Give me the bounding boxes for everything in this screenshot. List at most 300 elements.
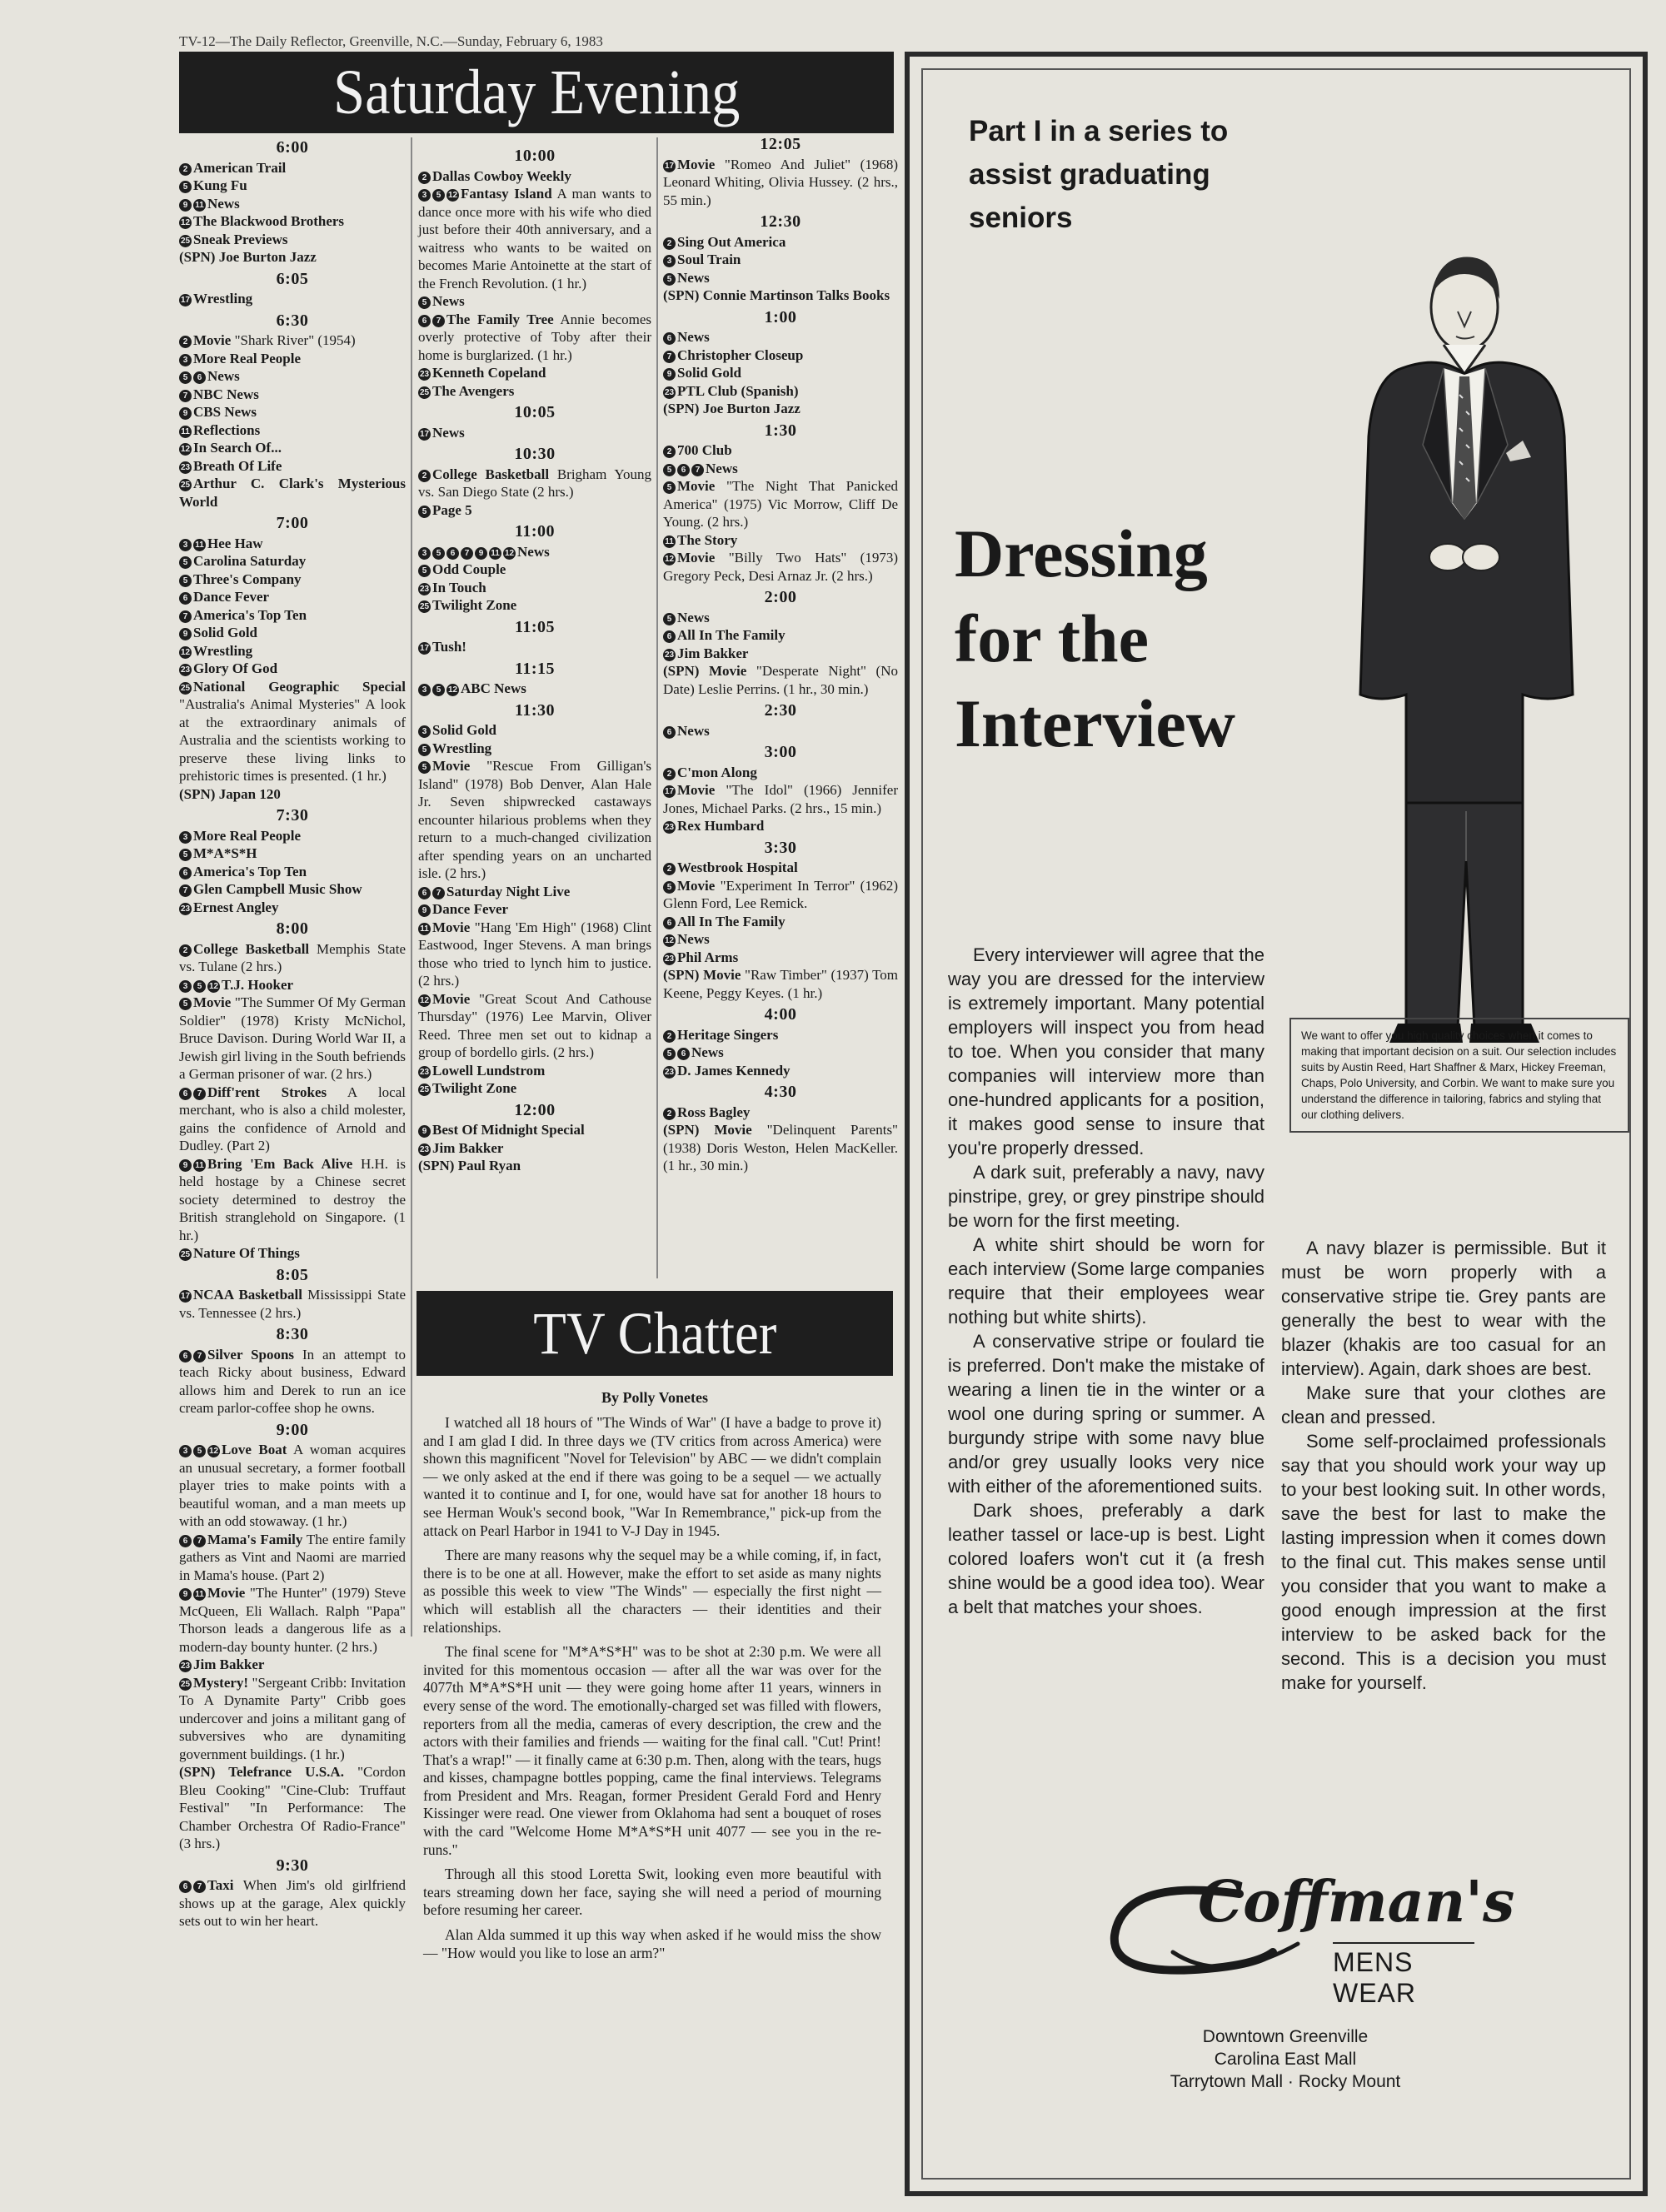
- channel-badge: 7: [432, 315, 445, 327]
- show-title: Glen Campbell Music Show: [193, 881, 362, 897]
- channel-badge: 9: [418, 1125, 431, 1138]
- show-title: Hee Haw: [207, 535, 263, 551]
- channel-badge: 7: [691, 464, 704, 476]
- ad-headline: Dressing for the Interview: [955, 516, 1236, 761]
- channel-badge: 12: [504, 548, 515, 558]
- listing-item: [418, 596, 651, 615]
- show-title: College Basketball: [193, 940, 310, 957]
- show-title: News: [432, 424, 465, 441]
- show-title: News: [517, 543, 550, 560]
- listing-item: [663, 1026, 898, 1044]
- show-title: Rex Humbard: [677, 818, 765, 834]
- show-title: Heritage Singers: [677, 1026, 779, 1043]
- channel-badge: 17: [419, 429, 430, 439]
- listing-item: [418, 185, 651, 292]
- channel-badge: 9: [179, 1588, 192, 1601]
- listing-item: [663, 913, 898, 931]
- show-title: Phil Arms: [677, 949, 739, 965]
- show-title: Ross Bagley: [677, 1104, 751, 1120]
- show-description: Memphis State vs. Tulane (2 hrs.): [179, 940, 406, 974]
- show-title: Wrestling: [193, 642, 253, 659]
- channel-badge: 23: [664, 823, 675, 832]
- show-description: "Shark River" (1954): [234, 332, 356, 348]
- tv-chatter-banner: TV Chatter: [416, 1291, 893, 1376]
- show-description: The entire family gathers as Vint and Naomi are married in Mama's house. (Part 2): [179, 1531, 406, 1583]
- channel-badge: 5: [418, 744, 431, 756]
- channel-badge: 3: [418, 547, 431, 560]
- listing-item: [179, 624, 406, 642]
- listing-item: [663, 662, 898, 698]
- channel-badge: 6: [446, 547, 459, 560]
- ad-paragraph: Every interviewer will agree that the way you are dressed for the interview is extremely important. Many potential employers will inspect you from head to toe. When you consider that many companies will interview more than one-hundred applicants for a position, it makes good sense to insure that you're properly dressed.: [948, 944, 1264, 1158]
- listings-column-2: [418, 143, 651, 1175]
- show-title: Kenneth Copeland: [432, 365, 546, 381]
- channel-badge: 2: [663, 1030, 676, 1043]
- listing-item: [418, 680, 651, 698]
- channel-badge: 5: [179, 556, 192, 569]
- listing-item: [663, 1104, 898, 1122]
- listing-item: [663, 1121, 898, 1175]
- show-title: Reflections: [193, 421, 261, 438]
- time-slot: 9:00: [276, 1420, 309, 1439]
- show-description: "The Night That Panicked America" (1975) Vic Morrow, Cliff De Young. (2 hrs.): [663, 478, 898, 530]
- listing-item: [179, 570, 406, 589]
- channel-badge: 5: [432, 547, 445, 560]
- show-description: "Romeo And Juliet" (1968) Leonard Whiting, Olivia Hussey. (2 hrs., 55 min.): [663, 156, 898, 208]
- show-description: A man wants to dance once more with his wife who died just before their 40th anniversary, and a waitress who wants to be waited on becomes Marie Antoinette at the start of the French Revolution. (1 hr.): [418, 186, 652, 291]
- listing-item: [179, 212, 406, 231]
- show-description: A local merchant, who is also a child molester, gains the confidence of Arnold and Dudley. (Part 2): [179, 1084, 406, 1153]
- ad-paragraph: A dark suit, preferably a navy, navy pinstripe, grey, or grey pinstripe should be worn for the first meeting.: [948, 1162, 1264, 1231]
- listing-item: [663, 626, 898, 645]
- article-paragraph: Through all this stood Loretta Swit, looking even more beautiful with tears streaming down her face, saying she will need a period of mourning before resuming her career.: [423, 1866, 881, 1919]
- show-title: (SPN) Movie: [663, 967, 741, 983]
- time-slot: 4:30: [764, 1083, 797, 1101]
- show-title: News: [207, 195, 240, 212]
- show-title: Dallas Cowboy Weekly: [432, 167, 571, 184]
- show-title: 700 Club: [677, 442, 732, 458]
- listing-item: [179, 606, 406, 625]
- listing-item: [179, 844, 406, 863]
- listing-item: [418, 364, 651, 382]
- channel-badge: 25: [180, 1250, 191, 1259]
- ad-paragraph: A white shirt should be worn for each interview (Some large companies require that their employees wear nothing but white shirts).: [948, 1234, 1264, 1328]
- channel-badge: 25: [180, 683, 191, 693]
- listing-item: [663, 531, 898, 550]
- channel-badge: 11: [193, 539, 206, 551]
- time-slot: 11:05: [514, 617, 556, 636]
- show-title: News: [691, 1044, 724, 1060]
- channel-badge: 9: [179, 628, 192, 640]
- channel-badge: 23: [664, 650, 675, 660]
- listing-item: [663, 722, 898, 740]
- channel-badge: 3: [179, 831, 192, 844]
- show-title: (SPN) Connie Martinson Talks Books: [663, 287, 890, 303]
- time-slot: 6:30: [276, 311, 309, 330]
- channel-badge: 9: [179, 1159, 192, 1172]
- listing-item: [179, 231, 406, 249]
- show-title: (SPN) Movie: [663, 663, 747, 679]
- listing-item: [179, 976, 406, 994]
- listing-item: [663, 877, 898, 913]
- ad-body-left: [948, 943, 1264, 1619]
- channel-badge: 9: [418, 904, 431, 917]
- listing-item: [663, 286, 898, 305]
- channel-badge: 2: [663, 237, 676, 250]
- channel-badge: 5: [432, 189, 445, 202]
- listing-item: [179, 367, 406, 386]
- channel-badge: 11: [193, 199, 206, 212]
- channel-badge: 2: [663, 863, 676, 875]
- listing-item: [418, 1062, 651, 1080]
- channel-badge: 25: [180, 481, 191, 490]
- channel-badge: 5: [663, 613, 676, 625]
- listing-item: [663, 156, 898, 210]
- show-description: When Jim's old girlfriend shows up at the garage, Alex quickly sets out to win her heart.: [179, 1877, 406, 1929]
- channel-badge: 6: [179, 1881, 192, 1893]
- show-title: Odd Couple: [432, 561, 506, 577]
- show-title: Movie: [677, 877, 716, 894]
- suited-man-illustration: [1273, 228, 1623, 1061]
- channel-badge: 3: [179, 980, 192, 993]
- time-slot: 2:30: [764, 701, 797, 720]
- listing-item: [418, 466, 651, 501]
- show-description: A woman acquires an unusual secretary, a former football player tries to make points with a beautiful woman, and a man meets up with an odd stowaway. (1 hr.): [179, 1442, 406, 1529]
- channel-badge: 25: [419, 1085, 430, 1094]
- channel-badge: 2: [179, 944, 192, 957]
- show-description: Mississippi State vs. Tennessee (2 hrs.): [179, 1287, 406, 1321]
- channel-badge: 6: [193, 371, 206, 384]
- listing-item: [179, 457, 406, 476]
- time-slot: 3:00: [764, 743, 797, 761]
- time-slot: 8:00: [276, 919, 309, 938]
- channel-badge: 6: [663, 726, 676, 739]
- channel-badge: 5: [663, 464, 676, 476]
- listing-item: [418, 1079, 651, 1098]
- show-description: "Experiment In Terror" (1962) Glenn Ford, Lee Remick.: [663, 877, 899, 911]
- channel-badge: 9: [179, 199, 192, 212]
- show-title: Nature Of Things: [193, 1245, 300, 1261]
- channel-badge: 23: [180, 904, 191, 914]
- show-description: "Hang 'Em High" (1968) Clint Eastwood, Inger Stevens. A man brings those who tried to lynch him to justice. (2 hrs.): [418, 919, 652, 989]
- show-title: Sneak Previews: [193, 231, 288, 247]
- listing-item: [663, 859, 898, 877]
- listing-item: [663, 346, 898, 365]
- column-rule: [411, 137, 412, 1637]
- channel-badge: 5: [193, 1445, 206, 1457]
- listing-item: [663, 477, 898, 531]
- channel-badge: 6: [663, 332, 676, 345]
- channel-badge: 25: [180, 1679, 191, 1689]
- show-title: Tush!: [432, 639, 466, 655]
- channel-badge: 23: [419, 584, 430, 594]
- channel-badge: 6: [418, 887, 431, 899]
- show-title: C'mon Along: [677, 764, 757, 780]
- show-title: Arthur C. Clark's Mysterious World: [179, 476, 406, 510]
- ad-caption-box: We want to offer you high quality choices when it comes to making that important decision on a suit. Our selection includes suits by Austin Reed, Hart Shaffner & Marx, Hickey Freeman, Chaps, Polo University, and Corbin. We want to make sure you understand the difference in tailoring, fabrics and styling that our clothing delivers.: [1289, 1018, 1629, 1133]
- show-title: America's Top Ten: [193, 863, 307, 879]
- channel-badge: 23: [419, 370, 430, 379]
- listing-item: [179, 350, 406, 368]
- channel-badge: 23: [180, 462, 191, 472]
- time-slot: 12:30: [760, 212, 801, 231]
- page-header: TV-12—The Daily Reflector, Greenville, N.C.—Sunday, February 6, 1983: [179, 33, 603, 49]
- listing-item: [418, 501, 651, 520]
- channel-badge: 2: [663, 768, 676, 780]
- show-title: Lowell Lundstrom: [432, 1062, 546, 1079]
- listing-item: [179, 785, 406, 804]
- listing-item: [179, 290, 406, 308]
- listing-item: [179, 331, 406, 350]
- channel-badge: 2: [418, 470, 431, 482]
- ad-paragraph: A conservative stripe or foulard tie is preferred. Don't make the mistake of wearing a linen tie in the winter or a wool one during spring or summer. A burgundy stripe with some navy blue and/or grey usually looks very nice with either of the aforementioned suits.: [948, 1331, 1264, 1497]
- time-slot: 3:30: [764, 838, 797, 857]
- show-title: Silver Spoons: [207, 1346, 295, 1363]
- channel-badge: 7: [179, 610, 192, 623]
- time-slot: 7:30: [276, 806, 309, 825]
- show-title: More Real People: [193, 827, 302, 844]
- channel-badge: 5: [663, 1048, 676, 1060]
- show-title: National Geographic Special: [193, 678, 406, 695]
- listing-item: [418, 543, 651, 561]
- show-title: Dance Fever: [193, 589, 270, 605]
- show-title: The Story: [677, 531, 738, 548]
- show-title: Movie: [432, 990, 471, 1007]
- listing-item: [179, 994, 406, 1084]
- channel-badge: 5: [418, 296, 431, 309]
- show-title: Movie: [432, 919, 471, 935]
- show-title: Three's Company: [193, 570, 302, 587]
- listing-item: [663, 441, 898, 460]
- channel-badge: 5: [418, 565, 431, 577]
- listing-item: [663, 781, 898, 817]
- show-title: College Basketball: [432, 466, 550, 482]
- channel-badge: 23: [180, 1661, 191, 1671]
- show-title: (SPN) Movie: [663, 1122, 752, 1138]
- time-slot: 8:05: [276, 1265, 309, 1284]
- channel-badge: 11: [193, 1588, 206, 1601]
- listing-item: [663, 1044, 898, 1062]
- listing-item: [179, 940, 406, 976]
- channel-badge: 6: [677, 464, 690, 476]
- listing-item: [179, 1763, 406, 1853]
- channel-badge: 11: [193, 1159, 206, 1172]
- show-title: News: [677, 722, 710, 739]
- ad-paragraph: Some self-proclaimed professionals say that you should work your way up to your best looking suit. In other words, save the best for last to make the lasting impression when it comes down to the final cut. This makes sense until you consider that you want to make a good enough impression at the first interview to be asked back for the second. This is a decision you must make for yourself.: [1281, 1431, 1606, 1693]
- listing-item: [179, 386, 406, 404]
- listing-item: [179, 475, 406, 511]
- show-title: Jim Bakker: [193, 1657, 265, 1672]
- channel-badge: 3: [179, 1445, 192, 1457]
- show-title: News: [677, 931, 710, 947]
- listing-item: [179, 1155, 406, 1245]
- listing-item: [418, 1139, 651, 1158]
- time-slot: 10:05: [514, 403, 556, 421]
- ad-body-right: [1281, 1236, 1606, 1695]
- channel-badge: 5: [193, 980, 206, 993]
- channel-badge: 25: [180, 236, 191, 246]
- time-slot: 6:05: [276, 269, 309, 288]
- coffmans-logo: [1073, 1861, 1515, 2008]
- time-slot: 1:00: [764, 307, 797, 326]
- show-title: The Family Tree: [446, 311, 554, 327]
- listing-item: [179, 552, 406, 570]
- channel-badge: 3: [663, 255, 676, 267]
- channel-badge: 3: [179, 354, 192, 366]
- show-title: Movie: [677, 782, 716, 798]
- channel-badge: 6: [663, 630, 676, 643]
- channel-badge: 5: [418, 761, 431, 774]
- show-title: Page 5: [432, 501, 472, 518]
- show-title: Solid Gold: [677, 365, 742, 381]
- listing-item: [418, 740, 651, 758]
- show-title: (SPN) Joe Burton Jazz: [179, 249, 317, 265]
- show-title: The Blackwood Brothers: [193, 213, 345, 229]
- show-title: News: [677, 609, 710, 625]
- listing-item: [179, 195, 406, 213]
- channel-badge: 5: [179, 998, 192, 1010]
- channel-badge: 12: [447, 685, 458, 695]
- show-title: Jim Bakker: [677, 645, 749, 661]
- channel-badge: 11: [489, 547, 501, 560]
- channel-badge: 5: [663, 881, 676, 894]
- time-slot: 11:30: [514, 700, 556, 720]
- channel-badge: 5: [663, 481, 676, 494]
- channel-badge: 23: [419, 1067, 430, 1077]
- listing-item: [179, 863, 406, 881]
- listing-item: [418, 311, 651, 365]
- show-title: Wrestling: [193, 291, 253, 306]
- ad-paragraph: Dark shoes, preferably a dark leather tassel or lace-up is best. Light colored loafers won't cut it (a fresh shine would be a good idea too). Wear a belt that matches your shoes.: [948, 1500, 1264, 1617]
- listing-item: [663, 364, 898, 382]
- show-title: (SPN) Telefrance U.S.A.: [179, 1764, 344, 1780]
- show-title: News: [677, 329, 710, 345]
- channel-badge: 12: [180, 647, 191, 657]
- show-title: America's Top Ten: [193, 606, 307, 623]
- show-title: Mystery!: [193, 1674, 249, 1691]
- listing-item: [663, 251, 898, 269]
- show-title: CBS News: [193, 404, 257, 420]
- listing-item: [179, 827, 406, 845]
- listing-item: [179, 1656, 406, 1674]
- show-title: Twilight Zone: [432, 1080, 517, 1096]
- show-title: Westbrook Hospital: [677, 859, 798, 875]
- show-title: Movie: [207, 1585, 246, 1601]
- channel-badge: 5: [418, 506, 431, 518]
- channel-badge: 2: [418, 172, 431, 184]
- show-title: (SPN) Joe Burton Jazz: [663, 401, 801, 416]
- channel-badge: 5: [179, 849, 192, 861]
- channel-badge: 7: [179, 884, 192, 897]
- channel-badge: 25: [419, 387, 430, 397]
- show-title: In Search Of...: [193, 440, 282, 456]
- article-paragraph: I watched all 18 hours of "The Winds of War" (I have a badge to prove it) and I am glad I did. In three days we (TV critics from across America) were shown this magnificent "Novel for Television" by ABC — we didn't complain — we only asked at the end if there was going to be a sequel — we actually wanted it to continue and I, for one, would have sat for another 18 hours to see Herman Wouk's second book, "War In Remembrance," pick-up from the attack on Pearl Harbor in 1941 to V-J Day in 1945.: [423, 1414, 881, 1539]
- show-title: Kung Fu: [193, 177, 247, 193]
- channel-badge: 2: [663, 1108, 676, 1120]
- show-description: "Great Scout And Cathouse Thursday" (1976) Lee Marvin, Oliver Reed. Three men set out to kidnap a group of bordello girls. (2 hrs.): [418, 990, 652, 1060]
- listing-item: [663, 764, 898, 782]
- time-slot: 10:30: [514, 445, 556, 463]
- listing-item: [179, 439, 406, 457]
- coffmans-advertisement: [905, 52, 1648, 2196]
- show-title: ABC News: [461, 680, 526, 696]
- listing-item: [418, 292, 651, 311]
- listing-item: [179, 1531, 406, 1585]
- listing-item: [663, 400, 898, 418]
- listing-item: [179, 1441, 406, 1531]
- show-title: Movie: [432, 758, 471, 774]
- listing-item: [663, 233, 898, 252]
- logo-wordmark: Coffman's: [1198, 1869, 1515, 1936]
- listing-item: [418, 579, 651, 597]
- listing-item: [663, 609, 898, 627]
- ad-paragraph: Make sure that your clothes are clean and pressed.: [1281, 1382, 1606, 1427]
- show-title: Movie: [193, 332, 232, 348]
- show-title: Taxi: [207, 1877, 234, 1893]
- show-title: Solid Gold: [193, 625, 258, 640]
- channel-badge: 6: [179, 1535, 192, 1547]
- channel-badge: 6: [179, 1350, 192, 1363]
- chatter-byline: By Polly Vonetes: [601, 1389, 708, 1406]
- channel-badge: 3: [418, 684, 431, 696]
- channel-badge: 3: [179, 539, 192, 551]
- channel-badge: 3: [418, 725, 431, 738]
- logo-subtitle: MENS WEAR: [1333, 1947, 1416, 2008]
- time-slot: 10:00: [514, 147, 556, 165]
- channel-badge: 23: [180, 665, 191, 675]
- channel-badge: 17: [180, 1292, 191, 1301]
- store-locations: Downtown Greenville Carolina East Mall Tarrytown Mall · Rocky Mount: [1170, 2027, 1401, 2091]
- channel-badge: 12: [180, 445, 191, 454]
- show-description: "Sergeant Cribb: Invitation To A Dynamite Party" Cribb goes undercover and joins a militant gang of subversives who are dynamiting government buildings. (1 hr.): [179, 1674, 406, 1762]
- listing-item: [179, 660, 406, 678]
- listing-item: [663, 328, 898, 346]
- listings-column-3: [663, 132, 898, 1175]
- listing-item: [663, 549, 898, 585]
- show-title: (SPN) Paul Ryan: [418, 1158, 521, 1173]
- logo-rule: [1333, 1942, 1474, 1944]
- chatter-article: [423, 1414, 881, 1969]
- show-title: Saturday Night Live: [446, 883, 571, 899]
- channel-badge: 6: [179, 867, 192, 879]
- channel-badge: 7: [432, 887, 445, 899]
- listing-item: [418, 757, 651, 883]
- show-description: "Desperate Night" (No Date) Leslie Perrins. (1 hr., 30 min.): [663, 663, 898, 697]
- listing-item: [179, 159, 406, 177]
- time-slot: 12:00: [514, 1100, 556, 1119]
- listing-item: [418, 560, 651, 579]
- show-title: American Trail: [193, 159, 287, 176]
- channel-badge: 6: [677, 1048, 690, 1060]
- listing-item: [663, 645, 898, 663]
- listings-column-1: [179, 135, 406, 1931]
- show-title: News: [432, 293, 465, 309]
- article-paragraph: The final scene for "M*A*S*H" was to be shot at 2:30 p.m. We were all invited for this momentous occasion — after all the war was over for the 4077th M*A*S*H unit — they were going home after 11 years, winners in every sense of the word. The emotionally-charged set was filled with flowers, reporters from all the media, cameras of every description, the crew and the actors with their families and friends — waiting for the final call. "Cut! Print! That's a wrap!" — it finally came at 6:30 p.m. Then, along with the tears, hugs and kisses, champagne bottles popping, came the final interviews. Telegrams from President and Mrs. Reagan, former President Gerald Ford and Henry Kissinger were read. One viewer from Oklahoma had sent a bouquet of roses with the card "Welcome Home M*A*S*H unit 4077 — see you in the re-runs.": [423, 1643, 881, 1858]
- channel-badge: 6: [663, 917, 676, 929]
- channel-badge: 5: [179, 181, 192, 193]
- listing-item: [179, 1876, 406, 1931]
- channel-badge: 5: [179, 575, 192, 587]
- channel-badge: 7: [179, 390, 192, 402]
- channel-badge: 7: [193, 1350, 206, 1363]
- time-slot: 6:00: [276, 138, 309, 157]
- listing-item: [179, 1286, 406, 1322]
- show-title: Jim Bakker: [432, 1139, 504, 1156]
- listing-item: [179, 177, 406, 195]
- channel-badge: 3: [418, 189, 431, 202]
- show-title: (SPN) Japan 120: [179, 785, 281, 802]
- channel-badge: 2: [179, 336, 192, 348]
